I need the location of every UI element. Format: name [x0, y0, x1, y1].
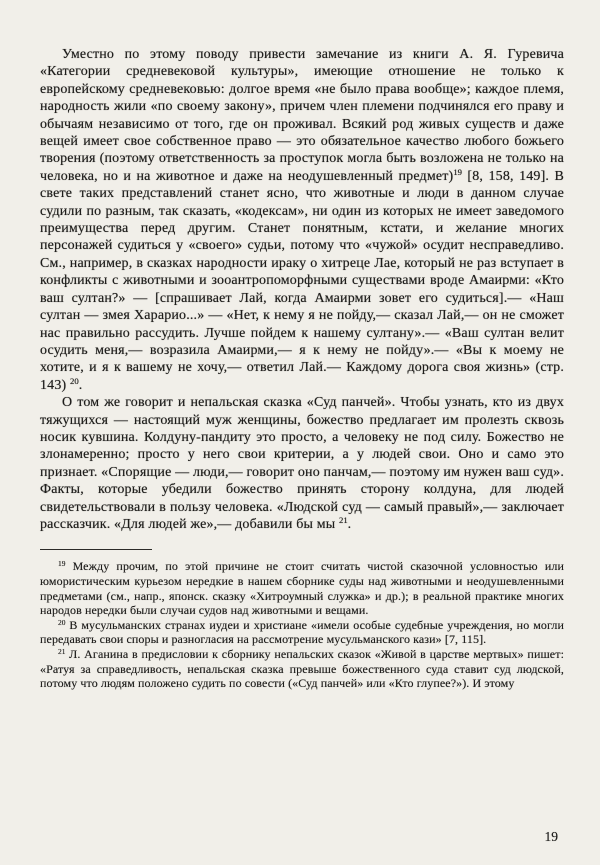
- footnote-reference: 19: [453, 167, 463, 178]
- footnote-separator: [40, 549, 152, 550]
- page-number: 19: [544, 829, 558, 844]
- footnote-marker: 19: [58, 559, 66, 569]
- footnote-reference: 21: [339, 515, 348, 526]
- paragraph: Уместно по этому поводу привести замечание из книги А. Я. Гуревича «Категории средневековой культуры», имеющие отношение не только к европейскому средневековью: долгое время «не было права вообще»; каждое племя, народность жили «по своему закону», причем член племени подчинялся его праву и обычаям независимо от того, где он проживал. Всякий род живых существ и даже вещей имеет свое собственное право — это обязательное качество любого божьего творения (поэтому ответственность за проступок могла быть возложена не только на человека, но и на животное и даже на неодушевленный предмет)$^{19}$ [8, 158, 149]. В свете таких представлений станет ясно, что животные и люди в данном случае судили по разным, так сказать, «кодексам», ни один из которых не имеет заведомого преимущества перед другим. Станет понятным, кстати, и желание многих персонажей судиться у «своего» судьи, потому что «чужой» осудит несправедливо. См., например, в сказках народности ираку о хитреце Лае, который не раз вступает в конфликты с животными и зооантропоморфными существами вроде Амаирми: «Кто ваш султан?» — [спрашивает Лай, когда Амаирми зовет его судиться].— «Наш султан — змея Харарио...» — «Нет, к нему я не пойду,— сказал Лай,— он не сможет нас правильно рассудить. Лучше пойдем к нашему султану».— «Ваш султан велит осудить меня,— возразила Амаирми,— я к нему не пойду».— «Вы к моему не хотите, и я к вашему не хочу,— ответил Лай.— Каждому дорога своя жизнь» (стр. 143) $^{20}$.: [40, 47, 564, 393]
- paragraph: О том же говорит и непальская сказка «Суд панчей». Чтобы узнать, кто из двух тяжущихся — настоящий муж женщины, божество предлагает им пролезть сквозь носик кувшина. Колдуну-пандиту это просто, а человеку не под силу. Божество не злонамеренно; просто у него свои критерии, а у людей свои. Оно и само это признает. «Спорящие — люди,— говорит оно панчам,— поэтому им нужен ваш суд». Факты, которые убедили божество принять сторону колдуна, для людей свидетельствовали в пользу человека. «Людской суд — самый правый»,— заключает рассказчик. «Для людей же»,— добавили бы мы $^{21}$.: [40, 395, 564, 532]
- footnote: $^{21}$ Л. Аганина в предисловии к сборнику непальских сказок «Живой в царстве мертвых» пишет: «Ратуя за справедливость, непальская сказка превыше божественного суда ставит суд людской, потому что людям положено судить по совести («Суд панчей» или «Кто глупее?»). И этому: [40, 646, 564, 691]
- footnote: $^{19}$ Между прочим, по этой причине не стоит считать чистой сказочной условностью или юмористическим курьезом нередкие в нашем сборнике суды над животными и неодушевленными предметами (см., напр., японск. сказку «Хитроумный служка» и др.); в реальной практике многих народов нередки были случаи судов над животными и вещами.: [40, 559, 564, 618]
- main-text: [40, 46, 564, 533]
- footnote-marker: 20: [58, 617, 66, 627]
- footnote: $^{20}$ В мусульманских странах иудеи и христиане «имели особые судебные учреждения, но могли передавать свои споры и разногласия на рассмотрение мусульманского кази» [7, 115].: [40, 617, 564, 647]
- footnote-reference: 20: [70, 375, 79, 386]
- footnote-marker: 21: [58, 646, 66, 656]
- footnotes: [40, 559, 564, 690]
